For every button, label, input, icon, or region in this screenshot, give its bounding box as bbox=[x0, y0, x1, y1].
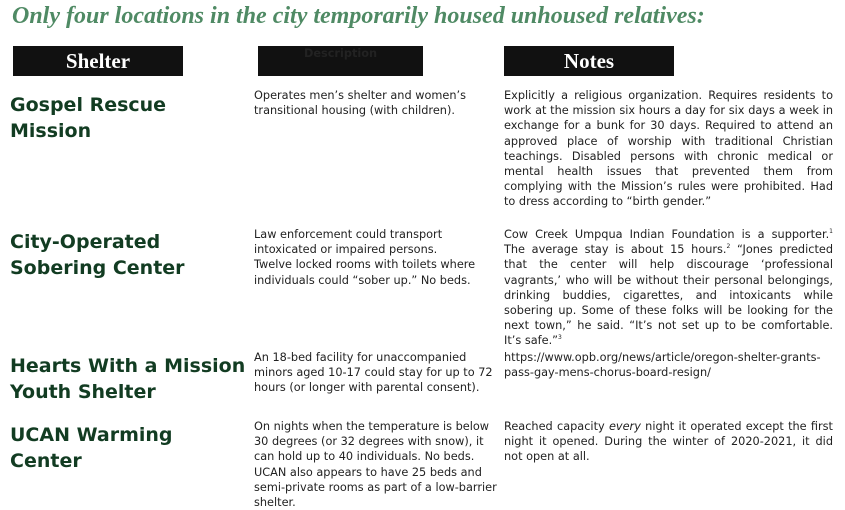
notes-emphasis: every bbox=[608, 420, 641, 433]
notes-text: night it operated except the first night it opened. During the winter of 2020-2021, it did not open at all. bbox=[504, 420, 833, 464]
shelter-name-sobering-center: City-Operated Sobering Center bbox=[10, 231, 185, 279]
column-header-description: Description bbox=[258, 46, 423, 76]
description-ucan-warming-center bbox=[254, 419, 499, 510]
footnote-marker: 1 bbox=[829, 228, 833, 236]
description-text: On nights when the temperature is below 30 degrees (or 32 degrees with snow), it can hold up to 40 individuals. No beds. UCAN also appears to have 25 beds and semi-private rooms as part of a low-barrier shelter. bbox=[254, 420, 497, 510]
shelter-name-hearts-with-a-mission: Hearts With a Mission Youth Shelter bbox=[10, 355, 246, 403]
notes-text: Reached capacity bbox=[504, 420, 609, 433]
shelter-name-gospel-rescue-mission: Gospel Rescue Mission bbox=[10, 94, 167, 142]
notes-link[interactable]: https://www.opb.org/news/article/oregon-shelter-grants-pass-gay-mens-chorus-board-resign/ bbox=[504, 351, 821, 380]
description-text: Law enforcement could transport intoxicated or impaired persons. bbox=[254, 228, 443, 257]
notes-text: Cow Creek Umpqua Indian Foundation is a supporter. bbox=[504, 228, 830, 241]
notes-text: The average stay is about 15 hours. bbox=[504, 243, 727, 257]
column-header-notes: Notes bbox=[504, 46, 674, 76]
notes-text: “Jones predicted that the center will help discourage ‘professional vagrants,’ who will be without their personal belongings, drinking buddies, cigarettes, and intoxicants while sobering up. Some of these folks will be looking for the next town,” he said. “It’s not set up to be comfortable. It’s safe.” bbox=[504, 243, 834, 348]
notes-gospel-rescue-mission bbox=[504, 88, 833, 210]
page-title: Only four locations in the city temporarily housed unhoused relatives: bbox=[12, 3, 705, 29]
description-sobering-center bbox=[254, 227, 499, 288]
footnote-marker: 3 bbox=[558, 334, 562, 342]
notes-sobering-center bbox=[504, 227, 833, 349]
column-header-shelter: Shelter bbox=[13, 46, 183, 76]
description-text: Twelve locked rooms with toilets where individuals could “sober up.” No beds. bbox=[254, 258, 476, 287]
shelter-name-ucan-warming-center: UCAN Warming Center bbox=[10, 424, 173, 472]
description-text: An 18-bed facility for unaccompanied minors aged 10-17 could stay for up to 72 hours (or longer with parental consent). bbox=[254, 351, 493, 395]
description-gospel-rescue-mission bbox=[254, 88, 499, 118]
description-text: Operates men’s shelter and women’s transitional housing (with children). bbox=[254, 89, 466, 118]
footnote-marker: 2 bbox=[726, 243, 731, 251]
notes-ucan-warming-center bbox=[504, 419, 833, 465]
notes-text: Explicitly a religious organization. Requires residents to work at the mission six hours a day for six days a week in exchange for a bunk for 30 days. Required to attend an approved place of worship with traditional Christian teachings. Disabled persons with chronic medical or mental health issues that prevented them from complying with the Mission’s rules were prohibited. Had to dress according to “birth gender.” bbox=[504, 89, 833, 209]
description-hearts-with-a-mission bbox=[254, 350, 499, 396]
notes-hearts-with-a-mission bbox=[504, 350, 833, 380]
